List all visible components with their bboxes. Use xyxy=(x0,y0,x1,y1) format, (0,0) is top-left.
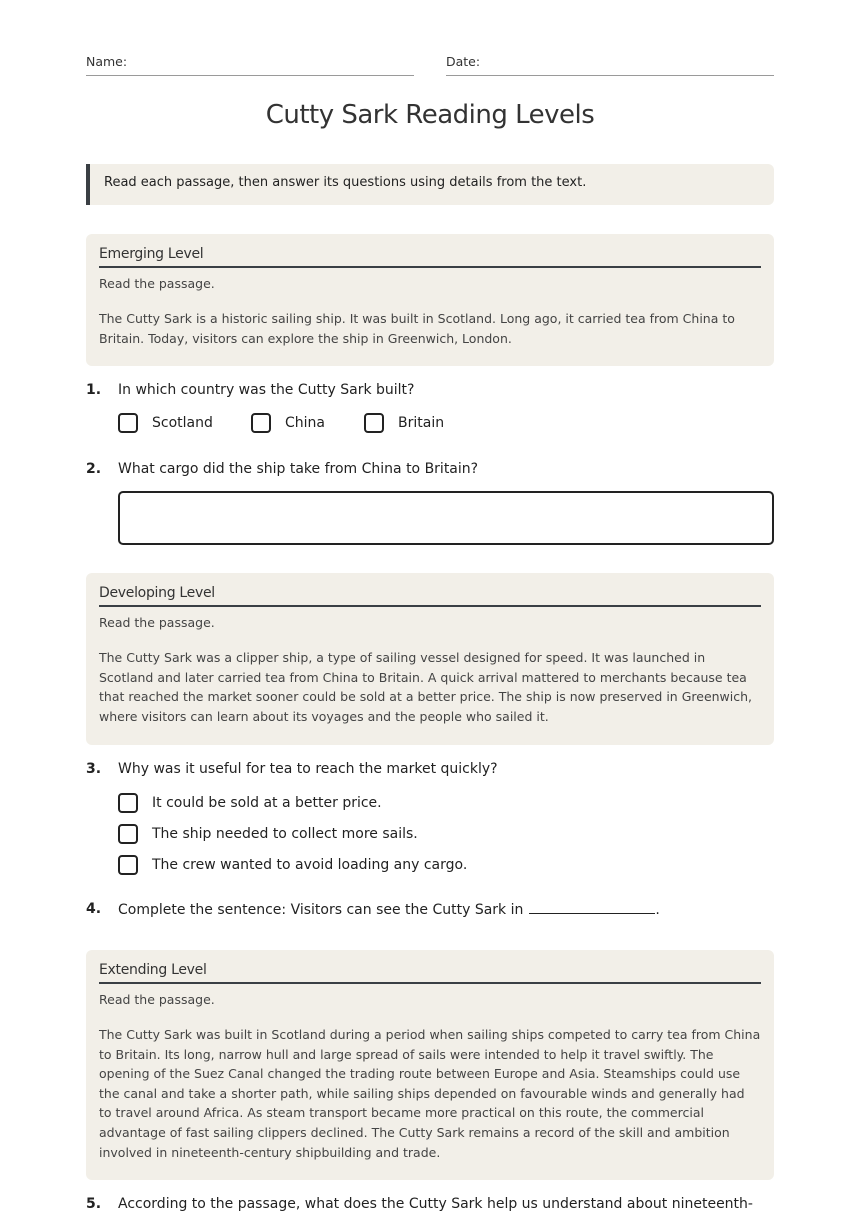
level-instruction: Read the passage. xyxy=(99,615,215,630)
question-1-options xyxy=(118,413,518,437)
level-card-extending xyxy=(86,950,774,1180)
checkbox[interactable] xyxy=(118,413,138,433)
question-number: 4. xyxy=(86,901,102,917)
question-number: 1. xyxy=(86,382,102,398)
option-label: China xyxy=(285,415,325,431)
level-title: Emerging Level xyxy=(99,246,761,268)
level-title: Developing Level xyxy=(99,585,761,607)
checkbox[interactable] xyxy=(118,793,138,813)
checkbox[interactable] xyxy=(251,413,271,433)
question-text: Why was it useful for tea to reach the market quickly? xyxy=(118,761,498,777)
level-passage: The Cutty Sark is a historic sailing ship. It was built in Scotland. Long ago, it carried tea from China to Britain. Today, visitors can explore the ship in Greenwich, London. xyxy=(99,311,735,346)
level-title: Extending Level xyxy=(99,962,761,984)
question-text: What cargo did the ship take from China to Britain? xyxy=(118,461,479,477)
level-instruction: Read the passage. xyxy=(99,992,215,1007)
checkbox[interactable] xyxy=(118,855,138,875)
name-label: Name: xyxy=(86,54,128,69)
option-label: The ship needed to collect more sails. xyxy=(152,826,418,842)
instructions-callout: Read each passage, then answer its questions using details from the text. xyxy=(86,164,774,205)
question-3-option-b[interactable] xyxy=(118,824,618,848)
option-label: Scotland xyxy=(152,415,213,431)
question-number: 2. xyxy=(86,461,102,477)
level-instruction: Read the passage. xyxy=(99,276,215,291)
header-fields xyxy=(86,54,774,76)
date-label: Date: xyxy=(446,54,481,69)
answer-box[interactable] xyxy=(118,491,774,545)
option-label: The crew wanted to avoid loading any cargo. xyxy=(152,857,468,873)
question-text xyxy=(118,901,660,918)
date-field[interactable] xyxy=(446,54,774,76)
level-passage: The Cutty Sark was built in Scotland during a period when sailing ships competed to carry tea from China to Britain. Its long, narrow hull and large spread of sails were intended to help it travel swiftly. The opening of the Suez Canal changed the trading route between Europe and Asia. Steamships could use the canal and take a shorter path, while sailing ships depended on favourable winds and generally had to travel around Africa. As steam transport became more practical on this route, the commercial advantage of fast sailing clippers declined. The Cutty Sark remains a record of the skill and ambition involved in nineteenth-century shipbuilding and trade. xyxy=(99,1027,761,1160)
question-number: 5. xyxy=(86,1196,102,1212)
question-3-option-c[interactable] xyxy=(118,855,618,879)
option-label: Britain xyxy=(398,415,445,431)
sentence-end: . xyxy=(655,902,660,918)
checkbox[interactable] xyxy=(364,413,384,433)
question-text: According to the passage, what does the Cutty Sark help us understand about nineteenth- xyxy=(118,1196,753,1212)
level-card-developing xyxy=(86,573,774,745)
question-number: 3. xyxy=(86,761,102,777)
checkbox[interactable] xyxy=(118,824,138,844)
question-3-option-a[interactable] xyxy=(118,793,618,817)
level-passage: The Cutty Sark was a clipper ship, a type of sailing vessel designed for speed. It was launched in Scotland and later carried tea from China to Britain. A quick arrival mattered to merchants because tea that reached the market sooner could be sold at a better price. The ship is now preserved in Greenwich, where visitors can learn about its voyages and the people who sailed it. xyxy=(99,650,753,724)
name-field[interactable] xyxy=(86,54,414,76)
question-text: In which country was the Cutty Sark built? xyxy=(118,382,415,398)
option-label: It could be sold at a better price. xyxy=(152,795,382,811)
page-title: Cutty Sark Reading Levels xyxy=(265,100,595,130)
fill-in-blank[interactable] xyxy=(529,901,655,914)
sentence-stem: Complete the sentence: Visitors can see the Cutty Sark in xyxy=(118,902,524,918)
level-card-emerging xyxy=(86,234,774,366)
